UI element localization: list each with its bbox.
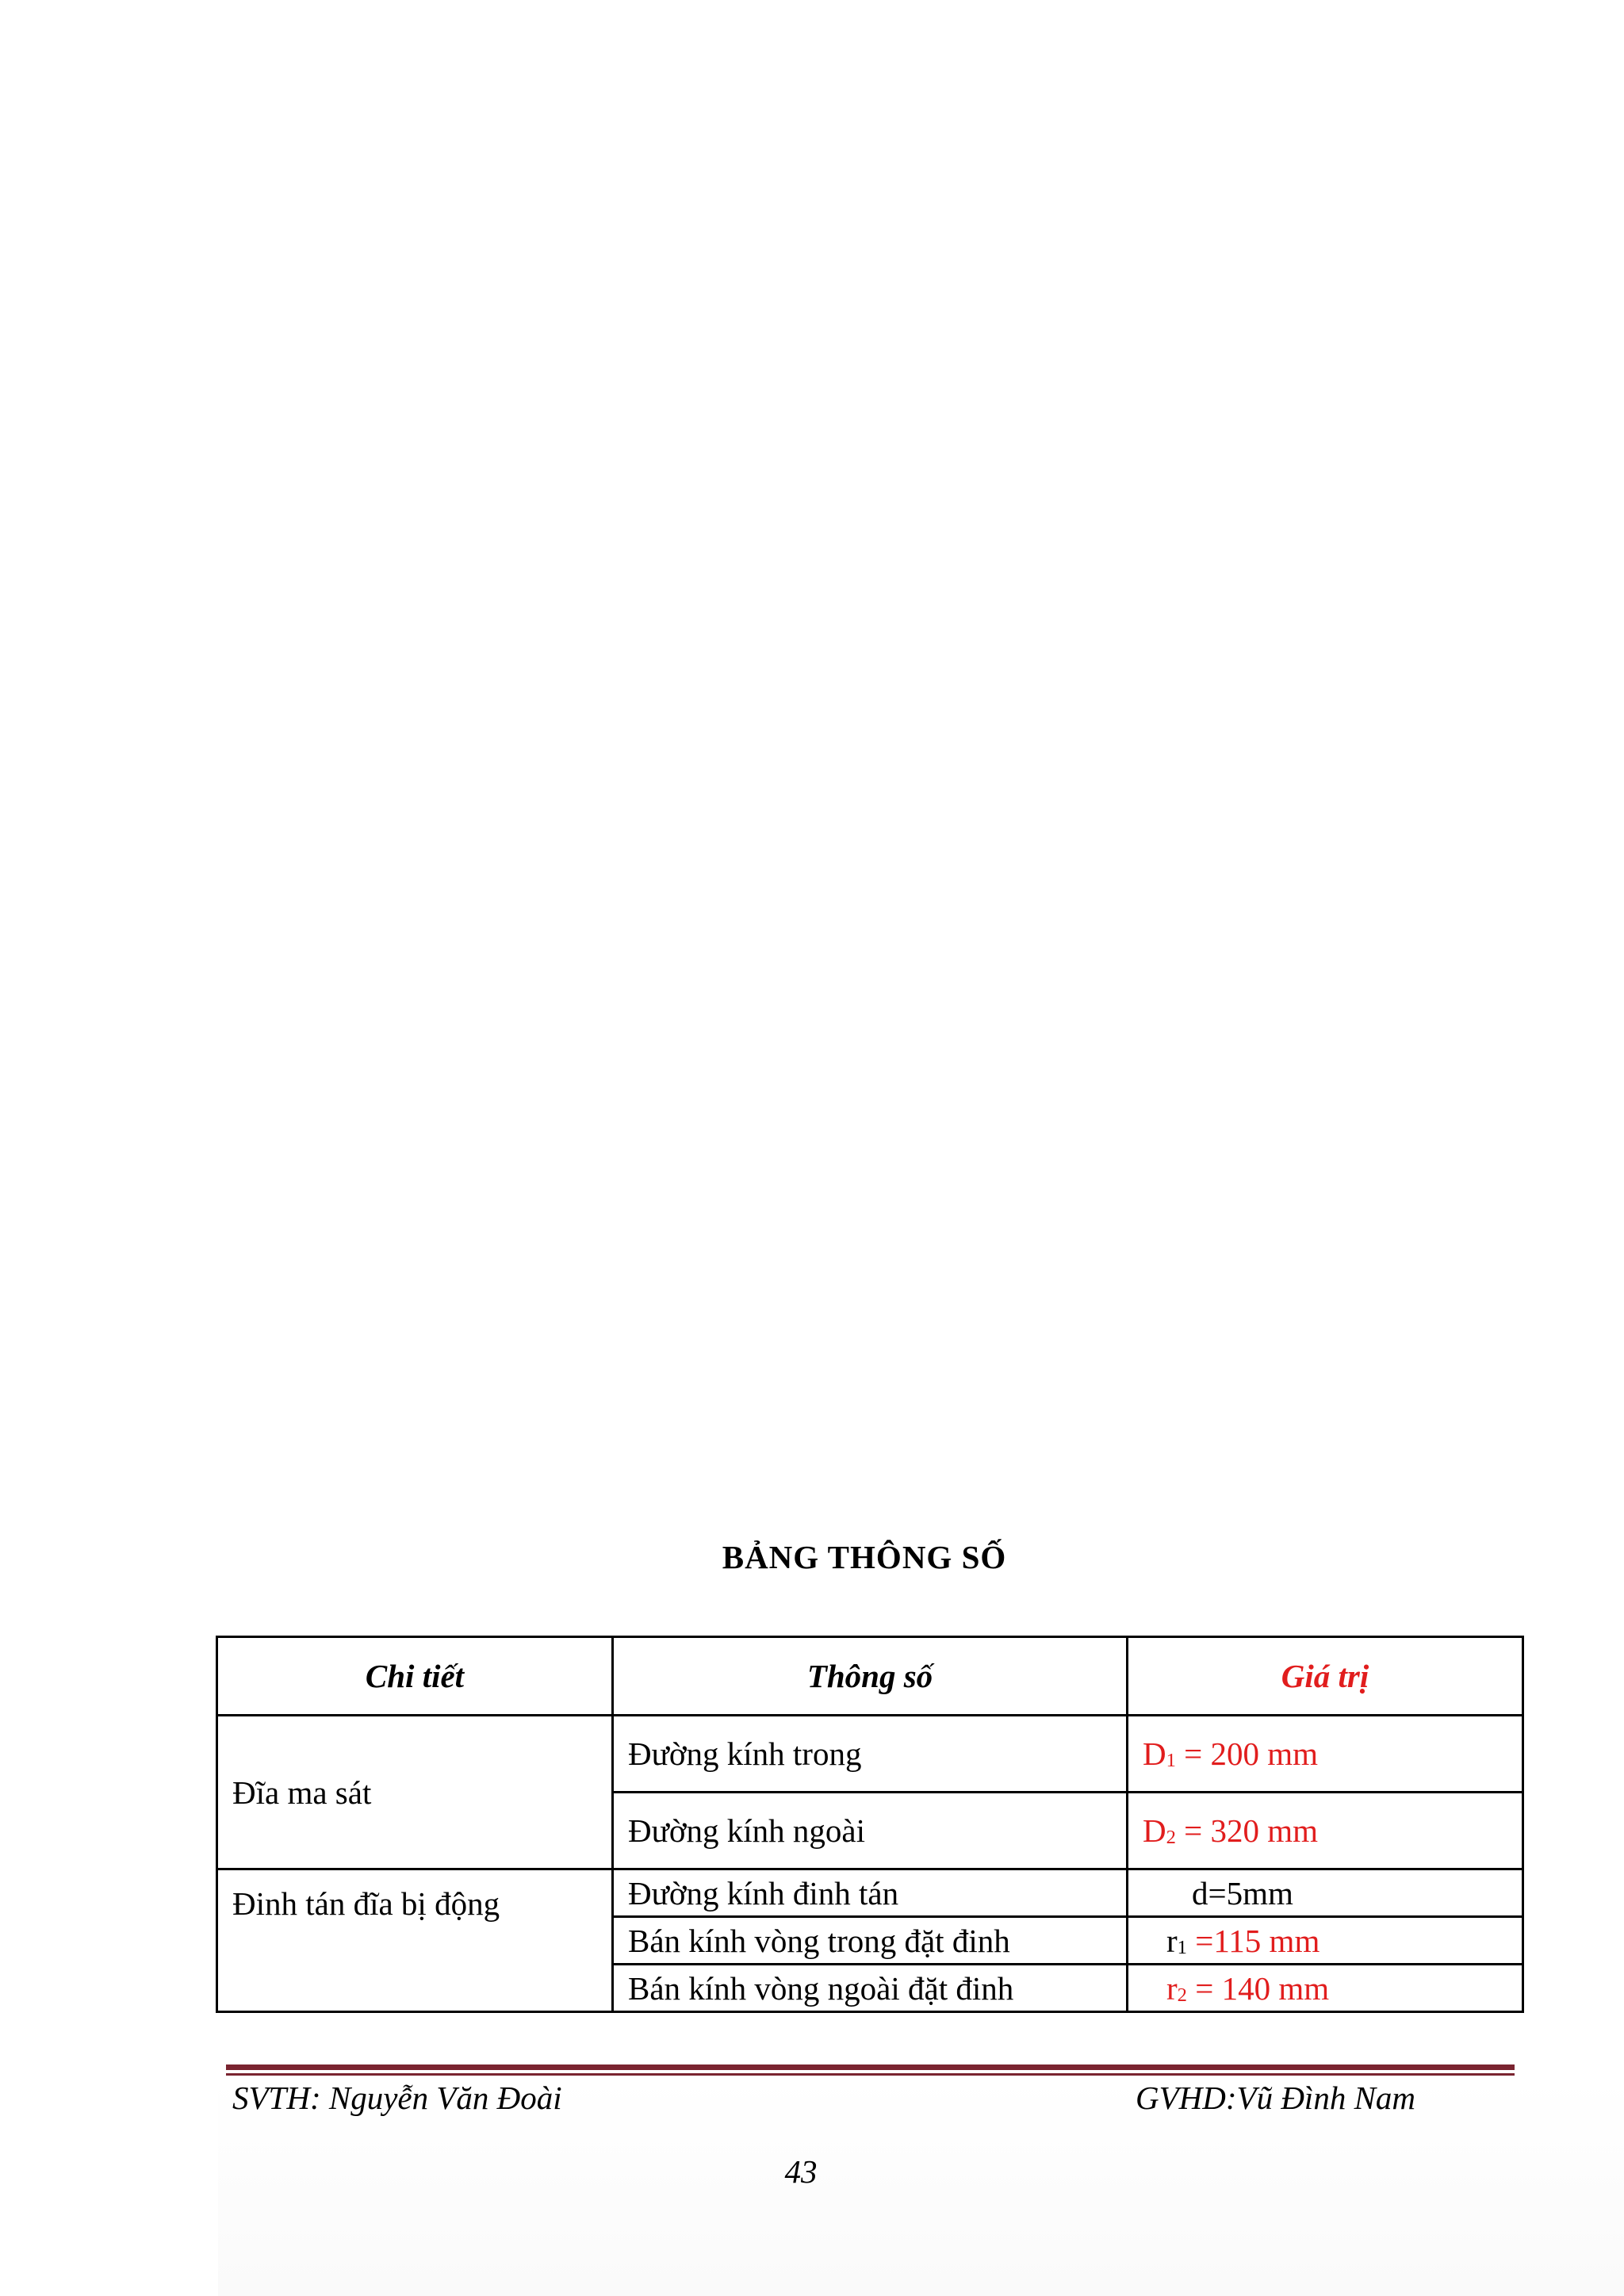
- part-rivet: Đinh tán đĩa bị động: [217, 1869, 613, 2012]
- footer-student: SVTH: Nguyễn Văn Đoài: [232, 2080, 562, 2116]
- param-cell: Đường kính đinh tán: [613, 1869, 1128, 1917]
- value-cell: $D_1 = 200$ mm: [1128, 1716, 1523, 1793]
- table-row: [217, 1716, 1523, 1793]
- footer-rule: [226, 2064, 1515, 2070]
- header-value: Giá trị: [1128, 1637, 1523, 1716]
- param-cell: Đường kính ngoài: [613, 1793, 1128, 1869]
- param-cell: Đường kính trong: [613, 1716, 1128, 1793]
- parameter-table: [216, 1636, 1524, 2013]
- value-cell: $r_1 =115$ mm: [1128, 1917, 1523, 1965]
- table-row: [217, 1869, 1523, 1917]
- header-part: Chi tiết: [217, 1637, 613, 1716]
- value-cell: $D_2 = 320$ mm: [1128, 1793, 1523, 1869]
- value-cell: $r_2 = 140$ mm: [1128, 1965, 1523, 2012]
- page-number: 43: [784, 2153, 818, 2190]
- param-cell: Bán kính vòng trong đặt đinh: [613, 1917, 1128, 1965]
- header-parameter: Thông số: [613, 1637, 1128, 1716]
- table-title: BẢNG THÔNG SỐ: [722, 1539, 1007, 1575]
- param-cell: Bán kính vòng ngoài đặt đinh: [613, 1965, 1128, 2012]
- value-cell: d=5mm: [1128, 1869, 1523, 1917]
- table-header-row: [217, 1637, 1523, 1716]
- footer-rule-thin: [226, 2073, 1515, 2076]
- part-friction-disc: Đĩa ma sát: [217, 1716, 613, 1869]
- footer-advisor: GVHD:Vũ Đình Nam: [1136, 2080, 1416, 2116]
